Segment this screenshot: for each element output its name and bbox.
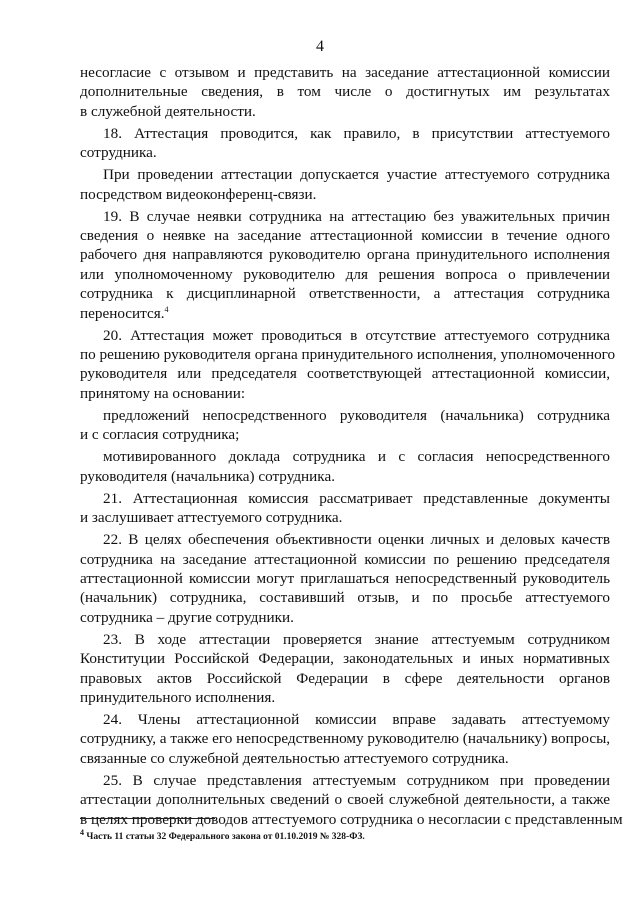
text-line — [80, 304, 610, 323]
text-line: правовых актов Российской Федерации в сфере деятельности органов — [80, 669, 610, 687]
text-line: 25. В случае представления аттестуемым сотрудником при проведении — [103, 771, 610, 789]
paragraph — [80, 530, 610, 627]
text-line: в целях проверки доводов аттестуемого сотрудника о несогласии с представленным — [80, 810, 623, 828]
text-line: 24. Члены аттестационной комиссии вправе задавать аттестуемому — [103, 710, 610, 728]
paragraph — [80, 447, 610, 486]
text-line: по решению руководителя органа принудительного исполнения, уполномоченного — [80, 346, 616, 364]
line-text: переносится. — [80, 304, 165, 322]
paragraph — [80, 326, 616, 404]
text-line: связанные со служебной деятельностью аттестуемого сотрудника. — [80, 749, 509, 767]
text-line: руководителя (начальника) сотрудника. — [80, 467, 335, 485]
text-line: сведения о неявке на заседание аттестационной комиссии в течение одного — [80, 227, 610, 245]
text-line: сотруднику, а также его непосредственному руководителю (начальнику) вопросы, — [80, 730, 611, 748]
paragraph — [80, 489, 610, 528]
footnote-ref: 4 — [164, 304, 169, 314]
footnote-text: Часть 11 статьи 32 Федерального закона от 01.10.2019 № 328-ФЗ. — [86, 832, 365, 842]
page-number: 4 — [316, 38, 324, 55]
footnote — [80, 827, 365, 842]
paragraph — [80, 406, 610, 445]
text-line: и с согласия сотрудника; — [80, 426, 240, 444]
text-line: в служебной деятельности. — [80, 102, 256, 120]
text-line: или уполномоченному руководителю для решения вопроса о привлечении — [80, 265, 610, 283]
text-line: принятому на основании: — [80, 384, 246, 402]
text-line: 23. В ходе аттестации проверяется знание аттестуемым сотрудником — [103, 630, 610, 648]
text-line: принудительного исполнения. — [80, 688, 276, 706]
document-body — [80, 63, 623, 829]
text-line: посредством видеоконференц-связи. — [80, 185, 317, 203]
text-line: дополнительные сведения, в том числе о достигнутых им результатах — [80, 83, 610, 101]
text-line: 21. Аттестационная комиссия рассматривает представленные документы — [103, 489, 610, 507]
text-line: 20. Аттестация может проводиться в отсутствие аттестуемого сотрудника — [103, 326, 610, 344]
text-line: (начальник) сотрудника, составивший отзыв, и по просьбе аттестуемого — [80, 589, 610, 607]
text-line: сотрудника – другие сотрудники. — [80, 608, 294, 626]
text-line: руководителя или председателя соответствующей аттестационной комиссии, — [80, 365, 610, 383]
text-line: несогласие с отзывом и представить на заседание аттестационной комиссии — [80, 64, 610, 81]
footnote-number: 4 — [80, 827, 84, 837]
paragraph — [80, 207, 610, 323]
text-line: сотрудника. — [80, 144, 157, 162]
text-line: Конституции Российской Федерации, законодательных и иных нормативных — [80, 650, 610, 668]
text-line: мотивированного доклада сотрудника и с согласия непосредственного — [103, 448, 610, 466]
text-line: При проведении аттестации допускается участие аттестуемого сотрудника — [103, 166, 610, 184]
text-line: 22. В целях обеспечения объективности оценки личных и деловых качеств — [103, 531, 610, 549]
text-line: и заслушивает аттестуемого сотрудника. — [80, 509, 343, 527]
paragraph — [80, 710, 610, 768]
footnote-divider — [80, 818, 215, 819]
text-line: рабочего дня направляются руководителю органа принудительного исполнения — [80, 246, 610, 264]
text-line: 19. В случае неявки сотрудника на аттестацию без уважительных причин — [103, 207, 610, 225]
text-line: сотрудника на заседание аттестационной комиссии по решению председателя — [80, 550, 610, 568]
paragraph — [80, 771, 623, 829]
text-line: аттестационной комиссии могут приглашаться непосредственный руководитель — [80, 569, 610, 587]
paragraph — [80, 165, 610, 204]
text-line: 18. Аттестация проводится, как правило, в присутствии аттестуемого — [103, 124, 610, 142]
paragraph — [80, 63, 610, 121]
paragraph — [80, 630, 610, 708]
text-line: сотрудника к дисциплинарной ответственности, а аттестация сотрудника — [80, 285, 610, 303]
text-line: предложений непосредственного руководителя (начальника) сотрудника — [103, 406, 610, 424]
paragraph — [80, 124, 610, 163]
text-line: аттестации дополнительных сведений о своей служебной деятельности, а также — [80, 791, 610, 809]
